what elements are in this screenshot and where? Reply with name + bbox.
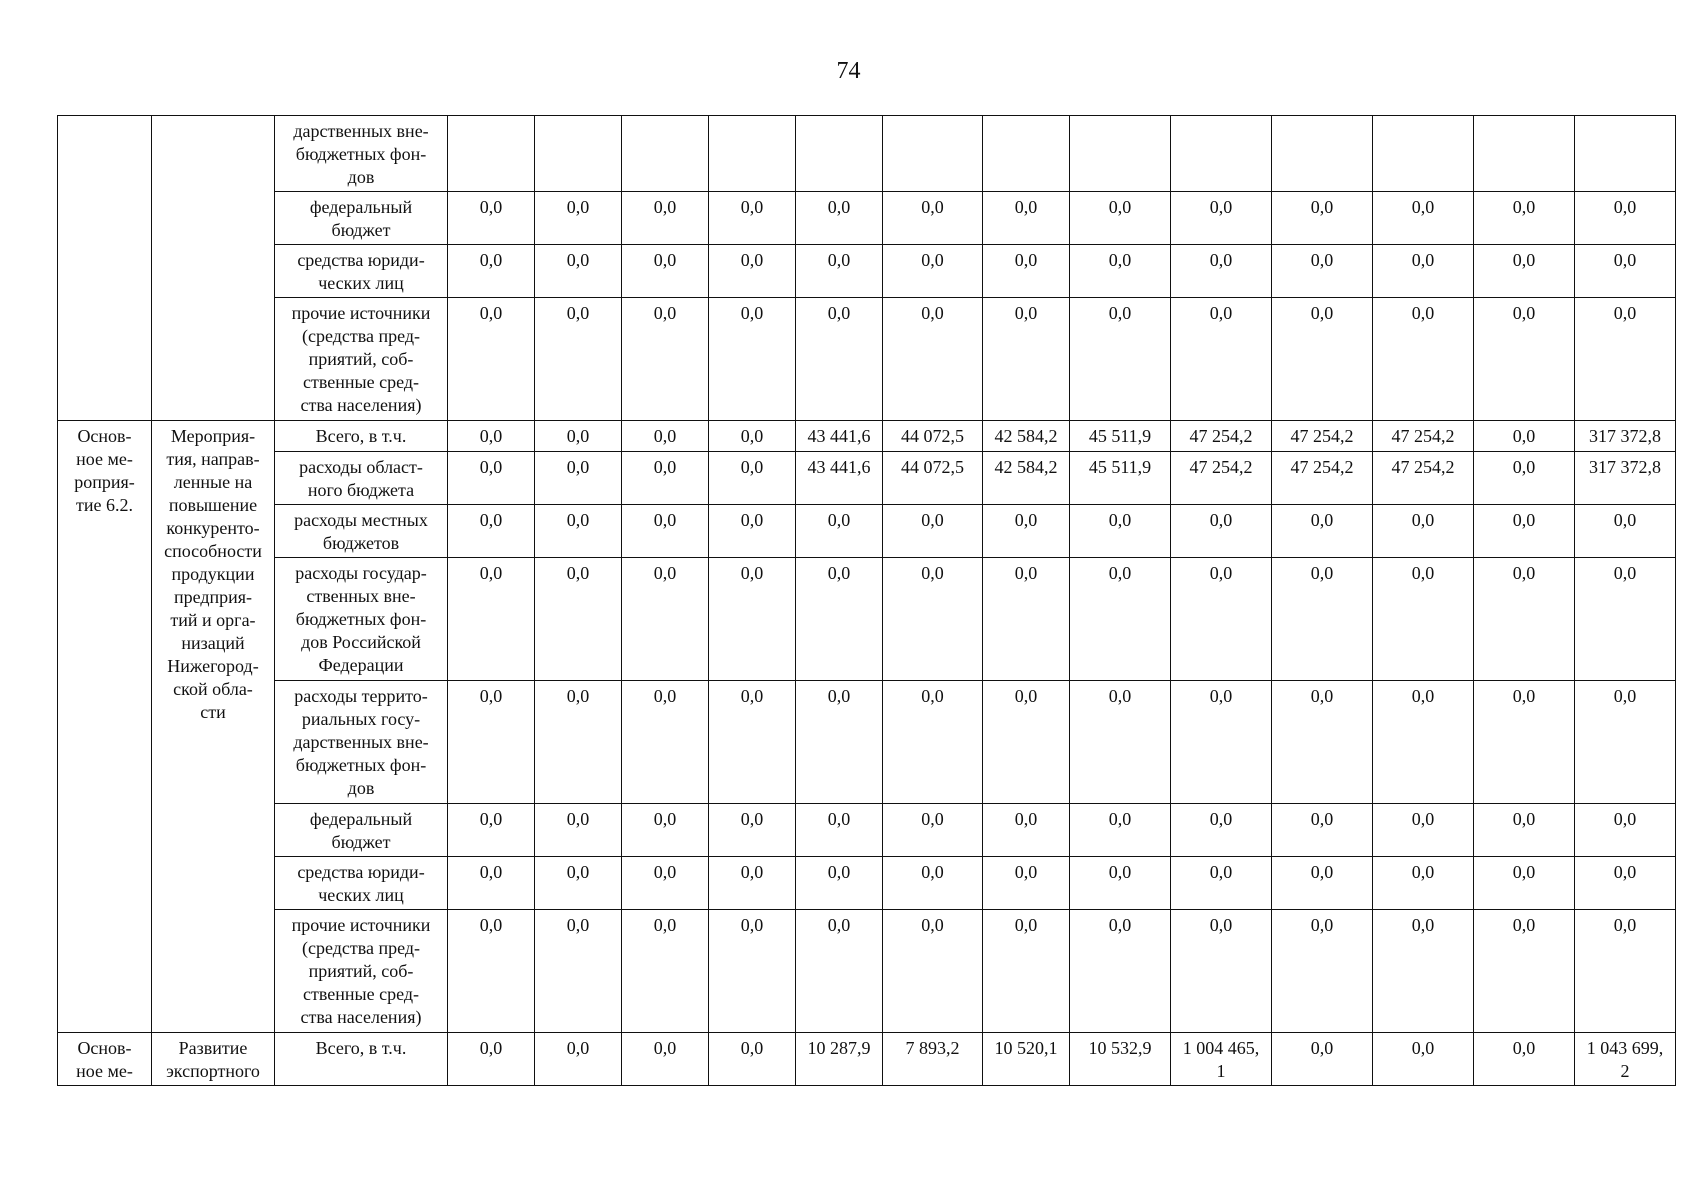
value-cell: 0,0 bbox=[448, 558, 535, 681]
value-cell: 0,0 bbox=[709, 192, 796, 245]
funding-source-cell: Всего, в т.ч. bbox=[275, 1033, 448, 1086]
value-cell: 0,0 bbox=[796, 505, 883, 558]
value-cell: 0,0 bbox=[1171, 192, 1272, 245]
value-cell: 0,0 bbox=[622, 298, 709, 421]
table-row bbox=[58, 1033, 1676, 1086]
value-cell: 0,0 bbox=[448, 1033, 535, 1086]
value-cell: 0,0 bbox=[1070, 558, 1171, 681]
value-cell: 0,0 bbox=[1575, 804, 1676, 857]
value-cell: 47 254,2 bbox=[1171, 421, 1272, 452]
table-row bbox=[58, 804, 1676, 857]
value-cell: 0,0 bbox=[709, 804, 796, 857]
value-cell: 0,0 bbox=[1474, 804, 1575, 857]
value-cell: 0,0 bbox=[883, 804, 983, 857]
value-cell: 0,0 bbox=[709, 1033, 796, 1086]
value-cell: 0,0 bbox=[796, 558, 883, 681]
value-cell bbox=[1171, 116, 1272, 192]
value-cell: 0,0 bbox=[1171, 505, 1272, 558]
value-cell bbox=[1373, 116, 1474, 192]
value-cell: 0,0 bbox=[883, 681, 983, 804]
funding-source-cell: прочие источники (средства пред- приятий, соб- ственные сред- ства населения) bbox=[275, 910, 448, 1033]
value-cell: 0,0 bbox=[1171, 857, 1272, 910]
table-body bbox=[58, 116, 1676, 1086]
value-cell: 0,0 bbox=[1474, 421, 1575, 452]
value-cell: 0,0 bbox=[535, 505, 622, 558]
value-cell: 0,0 bbox=[1171, 558, 1272, 681]
value-cell: 0,0 bbox=[1474, 1033, 1575, 1086]
value-cell: 0,0 bbox=[1575, 910, 1676, 1033]
value-cell: 317 372,8 bbox=[1575, 452, 1676, 505]
value-cell: 0,0 bbox=[448, 910, 535, 1033]
value-cell: 0,0 bbox=[448, 804, 535, 857]
value-cell: 0,0 bbox=[1070, 804, 1171, 857]
value-cell: 0,0 bbox=[709, 910, 796, 1033]
value-cell: 0,0 bbox=[535, 452, 622, 505]
value-cell: 0,0 bbox=[535, 298, 622, 421]
value-cell: 0,0 bbox=[983, 910, 1070, 1033]
value-cell: 0,0 bbox=[883, 245, 983, 298]
value-cell: 0,0 bbox=[1272, 910, 1373, 1033]
value-cell: 0,0 bbox=[1070, 192, 1171, 245]
value-cell bbox=[883, 116, 983, 192]
value-cell: 0,0 bbox=[1474, 558, 1575, 681]
value-cell: 0,0 bbox=[622, 804, 709, 857]
value-cell: 0,0 bbox=[1474, 452, 1575, 505]
value-cell: 0,0 bbox=[622, 681, 709, 804]
measure-code-cell: Основ- ное ме- bbox=[58, 1033, 152, 1086]
value-cell: 0,0 bbox=[1474, 245, 1575, 298]
value-cell: 0,0 bbox=[1474, 910, 1575, 1033]
value-cell: 0,0 bbox=[1373, 681, 1474, 804]
measure-code-cell: Основ- ное ме- роприя- тие 6.2. bbox=[58, 421, 152, 1033]
value-cell: 0,0 bbox=[796, 804, 883, 857]
funding-source-cell: расходы государ- ственных вне- бюджетных фон- дов Российской Федерации bbox=[275, 558, 448, 681]
table-row bbox=[58, 192, 1676, 245]
value-cell: 0,0 bbox=[709, 505, 796, 558]
value-cell: 0,0 bbox=[1575, 505, 1676, 558]
value-cell: 0,0 bbox=[448, 298, 535, 421]
value-cell: 0,0 bbox=[1373, 1033, 1474, 1086]
value-cell: 42 584,2 bbox=[983, 452, 1070, 505]
table-row bbox=[58, 558, 1676, 681]
value-cell: 0,0 bbox=[1474, 857, 1575, 910]
value-cell: 0,0 bbox=[535, 192, 622, 245]
funding-source-cell: Всего, в т.ч. bbox=[275, 421, 448, 452]
value-cell: 0,0 bbox=[535, 804, 622, 857]
value-cell: 0,0 bbox=[1272, 804, 1373, 857]
value-cell: 0,0 bbox=[1373, 857, 1474, 910]
value-cell bbox=[1575, 116, 1676, 192]
value-cell: 42 584,2 bbox=[983, 421, 1070, 452]
value-cell: 0,0 bbox=[535, 681, 622, 804]
value-cell: 0,0 bbox=[1272, 505, 1373, 558]
value-cell: 0,0 bbox=[622, 452, 709, 505]
value-cell: 0,0 bbox=[1373, 192, 1474, 245]
value-cell bbox=[535, 116, 622, 192]
measure-name-cell: Развитие экспортного bbox=[152, 1033, 275, 1086]
value-cell: 10 520,1 bbox=[983, 1033, 1070, 1086]
value-cell: 0,0 bbox=[883, 192, 983, 245]
page-number: 74 bbox=[836, 58, 861, 84]
value-cell: 0,0 bbox=[1171, 804, 1272, 857]
value-cell: 0,0 bbox=[535, 857, 622, 910]
value-cell: 47 254,2 bbox=[1272, 452, 1373, 505]
value-cell bbox=[1474, 116, 1575, 192]
value-cell: 0,0 bbox=[709, 558, 796, 681]
value-cell bbox=[1070, 116, 1171, 192]
funding-source-cell: расходы област- ного бюджета bbox=[275, 452, 448, 505]
value-cell: 0,0 bbox=[535, 1033, 622, 1086]
funding-table bbox=[57, 115, 1676, 1086]
value-cell: 0,0 bbox=[883, 910, 983, 1033]
value-cell: 0,0 bbox=[983, 558, 1070, 681]
value-cell: 0,0 bbox=[883, 298, 983, 421]
value-cell bbox=[1272, 116, 1373, 192]
value-cell: 0,0 bbox=[448, 421, 535, 452]
value-cell: 0,0 bbox=[1171, 245, 1272, 298]
value-cell: 0,0 bbox=[1575, 192, 1676, 245]
value-cell: 10 287,9 bbox=[796, 1033, 883, 1086]
value-cell: 0,0 bbox=[983, 505, 1070, 558]
table-row bbox=[58, 116, 1676, 192]
value-cell: 0,0 bbox=[622, 1033, 709, 1086]
value-cell: 0,0 bbox=[1272, 298, 1373, 421]
value-cell: 0,0 bbox=[1070, 245, 1171, 298]
value-cell: 0,0 bbox=[883, 505, 983, 558]
value-cell: 0,0 bbox=[622, 910, 709, 1033]
value-cell: 0,0 bbox=[448, 192, 535, 245]
value-cell: 0,0 bbox=[709, 421, 796, 452]
value-cell: 0,0 bbox=[1171, 681, 1272, 804]
funding-source-cell: средства юриди- ческих лиц bbox=[275, 245, 448, 298]
value-cell: 0,0 bbox=[448, 681, 535, 804]
measure-name-cell bbox=[152, 116, 275, 421]
value-cell: 0,0 bbox=[448, 505, 535, 558]
value-cell: 0,0 bbox=[983, 245, 1070, 298]
value-cell bbox=[448, 116, 535, 192]
value-cell: 10 532,9 bbox=[1070, 1033, 1171, 1086]
value-cell: 0,0 bbox=[535, 910, 622, 1033]
value-cell: 47 254,2 bbox=[1373, 421, 1474, 452]
value-cell: 0,0 bbox=[622, 421, 709, 452]
value-cell: 0,0 bbox=[1070, 505, 1171, 558]
value-cell: 0,0 bbox=[1070, 298, 1171, 421]
value-cell: 45 511,9 bbox=[1070, 452, 1171, 505]
value-cell: 0,0 bbox=[448, 857, 535, 910]
value-cell: 44 072,5 bbox=[883, 421, 983, 452]
value-cell bbox=[622, 116, 709, 192]
value-cell: 0,0 bbox=[1575, 245, 1676, 298]
value-cell: 0,0 bbox=[1272, 1033, 1373, 1086]
value-cell bbox=[983, 116, 1070, 192]
value-cell: 0,0 bbox=[796, 245, 883, 298]
table-row bbox=[58, 681, 1676, 804]
value-cell: 0,0 bbox=[622, 558, 709, 681]
measure-name-cell: Мероприя- тия, направ- ленные на повышение конкуренто- способности продукции предприя- тий и орга- низаций Нижегород- ской обла- сти bbox=[152, 421, 275, 1033]
value-cell: 0,0 bbox=[1474, 192, 1575, 245]
value-cell: 0,0 bbox=[1373, 505, 1474, 558]
value-cell: 0,0 bbox=[709, 681, 796, 804]
value-cell: 0,0 bbox=[1272, 192, 1373, 245]
value-cell: 0,0 bbox=[1171, 298, 1272, 421]
value-cell: 0,0 bbox=[1272, 558, 1373, 681]
value-cell: 0,0 bbox=[983, 192, 1070, 245]
value-cell: 45 511,9 bbox=[1070, 421, 1171, 452]
value-cell: 0,0 bbox=[796, 857, 883, 910]
value-cell: 0,0 bbox=[796, 910, 883, 1033]
value-cell: 1 043 699, 2 bbox=[1575, 1033, 1676, 1086]
value-cell bbox=[709, 116, 796, 192]
value-cell: 0,0 bbox=[709, 245, 796, 298]
value-cell: 0,0 bbox=[1474, 298, 1575, 421]
table-row bbox=[58, 298, 1676, 421]
funding-source-cell: федеральный бюджет bbox=[275, 192, 448, 245]
value-cell: 0,0 bbox=[796, 192, 883, 245]
value-cell: 47 254,2 bbox=[1272, 421, 1373, 452]
value-cell: 0,0 bbox=[622, 505, 709, 558]
table-row bbox=[58, 505, 1676, 558]
value-cell: 0,0 bbox=[1474, 681, 1575, 804]
value-cell: 0,0 bbox=[796, 298, 883, 421]
measure-code-cell bbox=[58, 116, 152, 421]
value-cell: 0,0 bbox=[1575, 857, 1676, 910]
value-cell: 0,0 bbox=[1575, 298, 1676, 421]
value-cell bbox=[796, 116, 883, 192]
value-cell: 0,0 bbox=[983, 298, 1070, 421]
value-cell: 0,0 bbox=[448, 452, 535, 505]
value-cell: 43 441,6 bbox=[796, 452, 883, 505]
value-cell: 0,0 bbox=[883, 558, 983, 681]
value-cell: 0,0 bbox=[1373, 245, 1474, 298]
value-cell: 7 893,2 bbox=[883, 1033, 983, 1086]
table-row bbox=[58, 421, 1676, 452]
value-cell: 0,0 bbox=[1474, 505, 1575, 558]
value-cell: 0,0 bbox=[796, 681, 883, 804]
funding-source-cell: дарственных вне- бюджетных фон- дов bbox=[275, 116, 448, 192]
value-cell: 317 372,8 bbox=[1575, 421, 1676, 452]
value-cell: 47 254,2 bbox=[1171, 452, 1272, 505]
value-cell: 43 441,6 bbox=[796, 421, 883, 452]
value-cell: 0,0 bbox=[1575, 681, 1676, 804]
value-cell: 0,0 bbox=[983, 681, 1070, 804]
table-row bbox=[58, 857, 1676, 910]
funding-source-cell: средства юриди- ческих лиц bbox=[275, 857, 448, 910]
funding-source-cell: федеральный бюджет bbox=[275, 804, 448, 857]
value-cell: 0,0 bbox=[1070, 910, 1171, 1033]
value-cell: 0,0 bbox=[709, 298, 796, 421]
value-cell: 0,0 bbox=[535, 421, 622, 452]
value-cell: 1 004 465, 1 bbox=[1171, 1033, 1272, 1086]
value-cell: 44 072,5 bbox=[883, 452, 983, 505]
value-cell: 0,0 bbox=[883, 857, 983, 910]
value-cell: 0,0 bbox=[1171, 910, 1272, 1033]
table-row bbox=[58, 245, 1676, 298]
table-row bbox=[58, 452, 1676, 505]
value-cell: 0,0 bbox=[1373, 910, 1474, 1033]
funding-source-cell: прочие источники (средства пред- приятий, соб- ственные сред- ства населения) bbox=[275, 298, 448, 421]
value-cell: 0,0 bbox=[1373, 298, 1474, 421]
value-cell: 0,0 bbox=[1070, 681, 1171, 804]
value-cell: 0,0 bbox=[448, 245, 535, 298]
value-cell: 0,0 bbox=[983, 857, 1070, 910]
value-cell: 0,0 bbox=[709, 452, 796, 505]
value-cell: 0,0 bbox=[1070, 857, 1171, 910]
value-cell: 0,0 bbox=[709, 857, 796, 910]
value-cell: 0,0 bbox=[535, 558, 622, 681]
value-cell: 0,0 bbox=[1373, 804, 1474, 857]
value-cell: 0,0 bbox=[1272, 857, 1373, 910]
value-cell: 0,0 bbox=[535, 245, 622, 298]
value-cell: 47 254,2 bbox=[1373, 452, 1474, 505]
value-cell: 0,0 bbox=[1272, 245, 1373, 298]
value-cell: 0,0 bbox=[1575, 558, 1676, 681]
value-cell: 0,0 bbox=[1272, 681, 1373, 804]
value-cell: 0,0 bbox=[983, 804, 1070, 857]
value-cell: 0,0 bbox=[1373, 558, 1474, 681]
value-cell: 0,0 bbox=[622, 857, 709, 910]
funding-source-cell: расходы террито- риальных госу- дарственных вне- бюджетных фон- дов bbox=[275, 681, 448, 804]
table-row bbox=[58, 910, 1676, 1033]
value-cell: 0,0 bbox=[622, 192, 709, 245]
value-cell: 0,0 bbox=[622, 245, 709, 298]
funding-source-cell: расходы местных бюджетов bbox=[275, 505, 448, 558]
